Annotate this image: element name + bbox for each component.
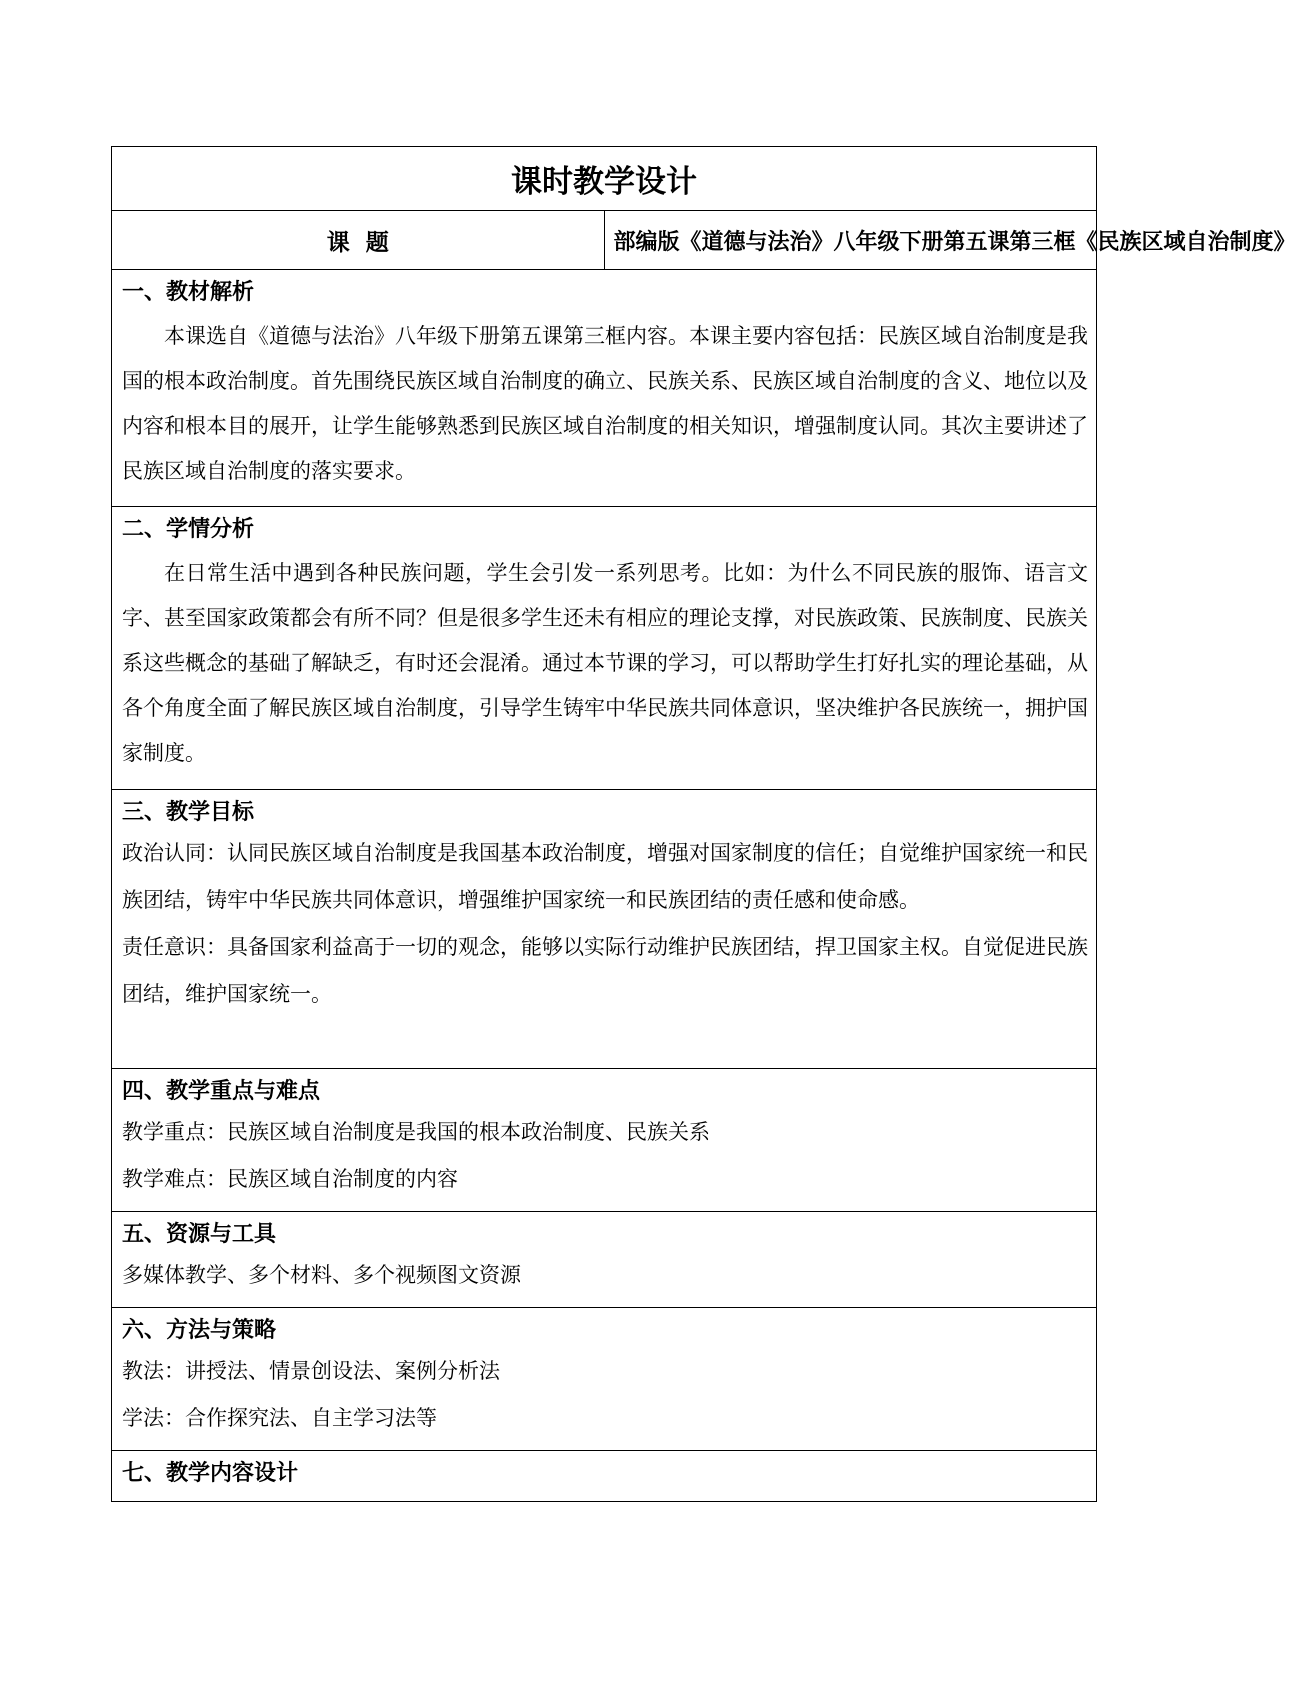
lesson-design-table <box>111 146 1296 1502</box>
section-paragraph: 在日常生活中遇到各种民族问题，学生会引发一系列思考。比如：为什么不同民族的服饰、语言文字、甚至国家政策都会有所不同？但是很多学生还未有相应的理论支撑，对民族政策、民族制度、民族关系这些概念的基础了解缺乏，有时还会混淆。通过本节课的学习，可以帮助学生打好扎实的理论基础，从各个角度全面了解民族区域自治制度，引导学生铸牢中华民族共同体意识，坚决维护各民族统一，拥护国家制度。 <box>122 561 1088 765</box>
section-resources-tools <box>112 1212 1097 1308</box>
topic-label: 课 题 <box>112 211 605 270</box>
learning-method: 学法：合作探究法、自主学习法等 <box>122 1406 437 1430</box>
section-heading: 七、教学内容设计 <box>122 1461 299 1486</box>
section-heading: 六、方法与策略 <box>122 1318 277 1343</box>
resources-line: 多媒体教学、多个材料、多个视频图文资源 <box>122 1263 521 1287</box>
section-heading: 二、学情分析 <box>122 517 255 542</box>
section-heading: 三、教学目标 <box>122 800 255 825</box>
difficult-point: 教学难点：民族区域自治制度的内容 <box>122 1167 458 1191</box>
section-teaching-objectives <box>112 790 1097 1069</box>
section-paragraph: 本课选自《道德与法治》八年级下册第五课第三框内容。本课主要内容包括：民族区域自治制度是我国的根本政治制度。首先围绕民族区域自治制度的确立、民族关系、民族区域自治制度的含义、地位以及内容和根本目的展开，让学生能够熟悉到民族区域自治制度的相关知识，增强制度认同。其次主要讲述了民族区域自治制度的落实要求。 <box>122 324 1088 483</box>
key-point: 教学重点：民族区域自治制度是我国的根本政治制度、民族关系 <box>122 1120 710 1144</box>
section-content-design <box>112 1451 1097 1502</box>
topic-value: 部编版《道德与法治》八年级下册第五课第三框《民族区域自治制度》 <box>604 211 1097 270</box>
section-heading: 五、资源与工具 <box>122 1222 277 1247</box>
section-learner-analysis <box>112 507 1097 790</box>
document-title: 课时教学设计 <box>112 147 1097 211</box>
section-heading: 一、教材解析 <box>122 280 255 305</box>
section-methods-strategies <box>112 1308 1097 1451</box>
section-key-points <box>112 1069 1097 1212</box>
teaching-method: 教法：讲授法、情景创设法、案例分析法 <box>122 1359 500 1383</box>
objective-responsibility: 责任意识：具备国家利益高于一切的观念，能够以实际行动维护民族团结，捍卫国家主权。自觉促进民族团结，维护国家统一。 <box>122 935 1088 1006</box>
section-textbook-analysis <box>112 270 1097 507</box>
objective-political-identity: 政治认同：认同民族区域自治制度是我国基本政治制度，增强对国家制度的信任；自觉维护国家统一和民族团结，铸牢中华民族共同体意识，增强维护国家统一和民族团结的责任感和使命感。 <box>122 841 1088 912</box>
section-heading: 四、教学重点与难点 <box>122 1079 321 1104</box>
